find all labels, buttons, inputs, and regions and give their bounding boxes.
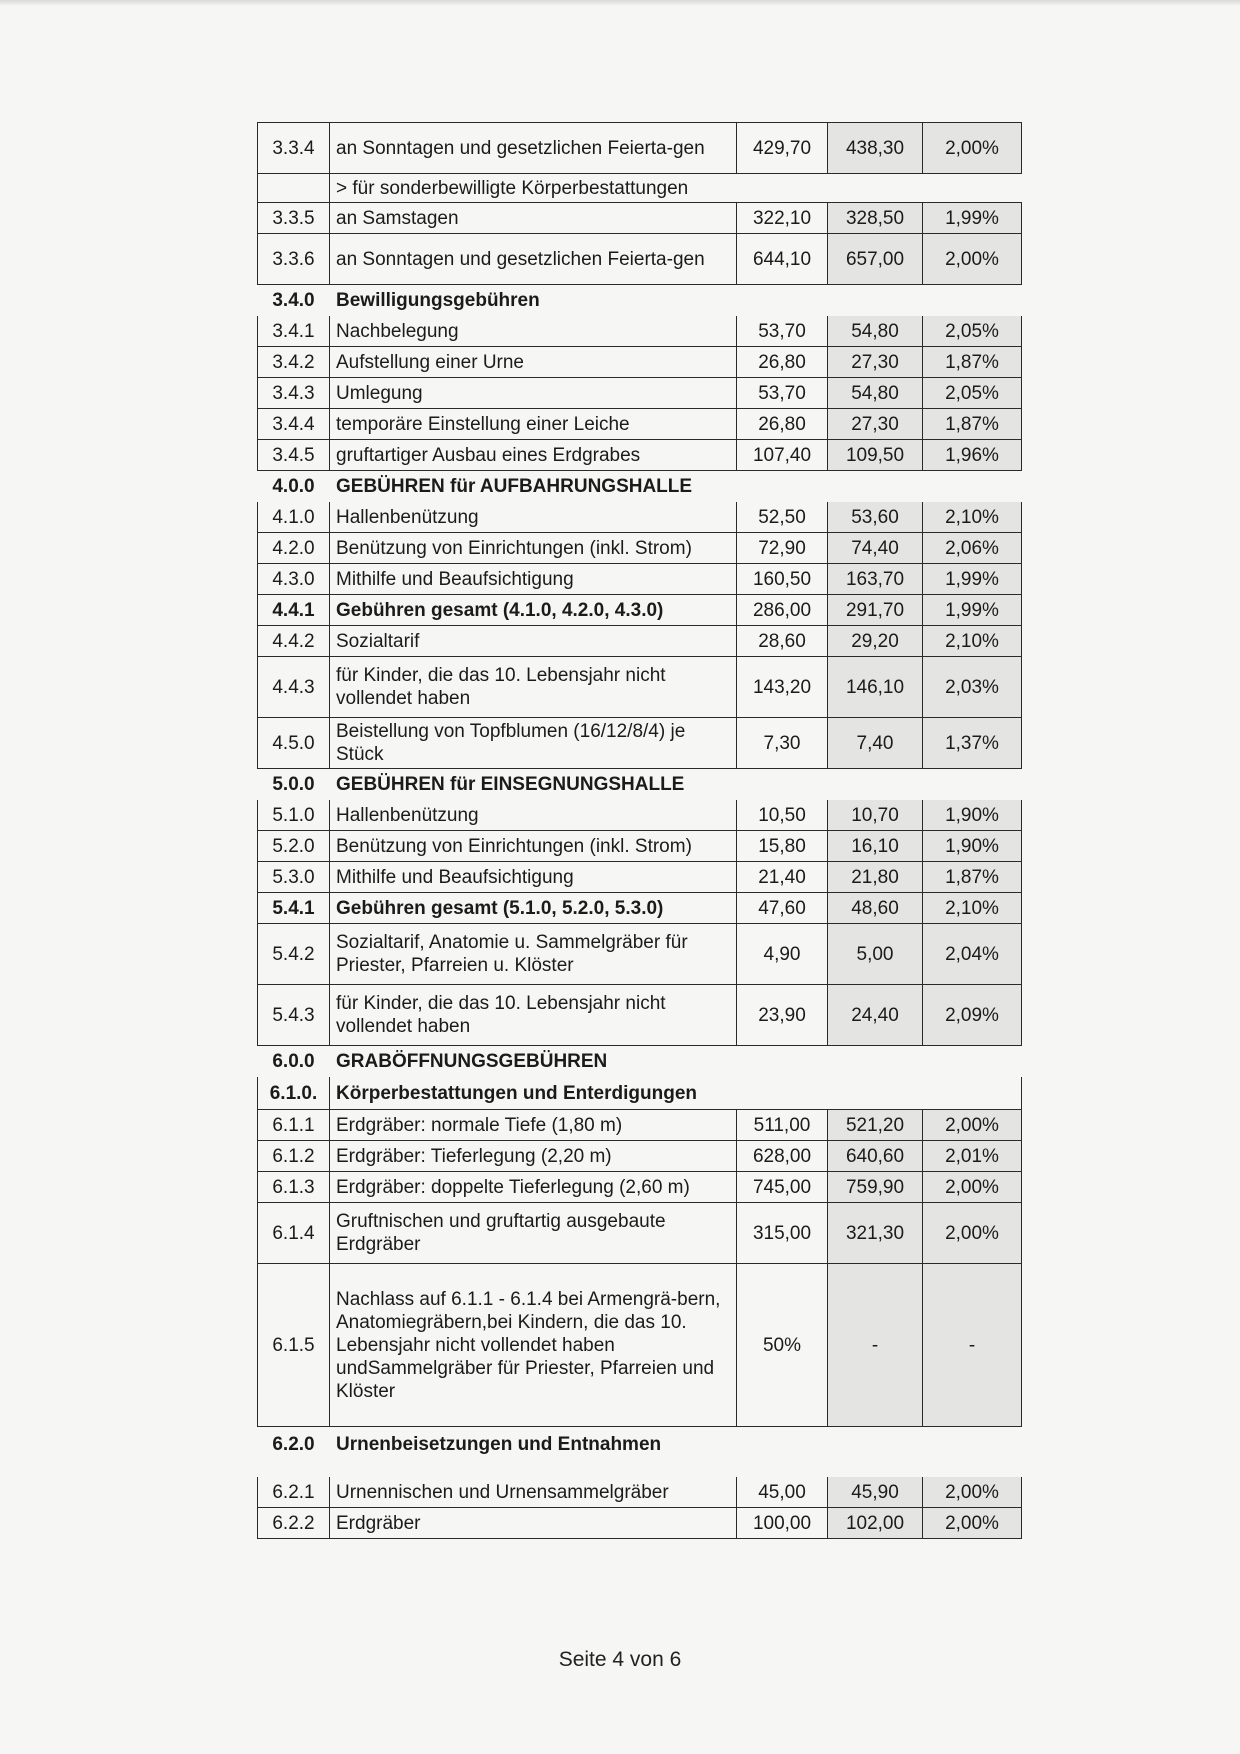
item-description: Hallenbenützung	[330, 800, 737, 831]
item-code: 5.3.0	[258, 862, 330, 893]
table-row	[258, 985, 1022, 1046]
old-fee: 107,40	[737, 440, 828, 471]
old-fee: 45,00	[737, 1477, 828, 1508]
spacer	[258, 1462, 1022, 1477]
item-code: 6.2.2	[258, 1508, 330, 1539]
table-row	[258, 626, 1022, 657]
new-fee: 146,10	[828, 657, 923, 718]
change-percent: 1,96%	[923, 440, 1022, 471]
change-percent: 1,99%	[923, 564, 1022, 595]
item-code	[258, 174, 330, 203]
old-fee: 26,80	[737, 347, 828, 378]
item-description: Erdgräber: Tieferlegung (2,20 m)	[330, 1141, 737, 1172]
item-description: gruftartiger Ausbau eines Erdgrabes	[330, 440, 737, 471]
item-description: Gebühren gesamt (4.1.0, 4.2.0, 4.3.0)	[330, 595, 737, 626]
item-description: Hallenbenützung	[330, 502, 737, 533]
old-fee: 628,00	[737, 1141, 828, 1172]
old-fee: 47,60	[737, 893, 828, 924]
change-percent: 2,00%	[923, 1203, 1022, 1264]
section-title: GEBÜHREN für AUFBAHRUNGSHALLE	[336, 475, 693, 497]
item-code: 5.1.0	[258, 800, 330, 831]
change-percent: 2,09%	[923, 985, 1022, 1046]
new-fee: 291,70	[828, 595, 923, 626]
item-description: für Kinder, die das 10. Lebensjahr nicht vollendet haben	[330, 985, 737, 1046]
section-heading-row	[258, 285, 1022, 316]
item-description: Umlegung	[330, 378, 737, 409]
item-code: 3.4.2	[258, 347, 330, 378]
item-description: Erdgräber: doppelte Tieferlegung (2,60 m)	[330, 1172, 737, 1203]
item-description: Benützung von Einrichtungen (inkl. Strom)	[330, 831, 737, 862]
new-fee: 657,00	[828, 234, 923, 285]
item-description: für Kinder, die das 10. Lebensjahr nicht vollendet haben	[330, 657, 737, 718]
new-fee: 54,80	[828, 316, 923, 347]
section-heading-row	[258, 1046, 1022, 1077]
table-row-total	[258, 595, 1022, 626]
item-description: Gruftnischen und gruftartig ausgebaute Erdgräber	[330, 1203, 737, 1264]
new-fee: 163,70	[828, 564, 923, 595]
table-row	[258, 440, 1022, 471]
subsection-heading-row	[258, 1077, 1022, 1110]
new-fee: 45,90	[828, 1477, 923, 1508]
section-title: GEBÜHREN für EINSEGNUNGSHALLE	[336, 773, 685, 795]
item-description: temporäre Einstellung einer Leiche	[330, 409, 737, 440]
change-percent: 2,00%	[923, 234, 1022, 285]
old-fee: 286,00	[737, 595, 828, 626]
item-code: 5.4.2	[258, 924, 330, 985]
table-row	[258, 409, 1022, 440]
table-row	[258, 502, 1022, 533]
new-fee: 102,00	[828, 1508, 923, 1539]
new-fee: 109,50	[828, 440, 923, 471]
item-description: Erdgräber	[330, 1508, 737, 1539]
section-code: 4.0.0	[272, 475, 315, 497]
item-description: Nachbelegung	[330, 316, 737, 347]
item-code: 6.1.5	[258, 1264, 330, 1427]
table-row	[258, 831, 1022, 862]
table-row	[258, 1477, 1022, 1508]
change-percent: 2,10%	[923, 502, 1022, 533]
old-fee: 7,30	[737, 718, 828, 769]
table-row	[258, 1203, 1022, 1264]
new-fee: 48,60	[828, 893, 923, 924]
table-row	[258, 123, 1022, 174]
new-fee: 759,90	[828, 1172, 923, 1203]
old-fee: 143,20	[737, 657, 828, 718]
table-row-total	[258, 893, 1022, 924]
new-fee: 74,40	[828, 533, 923, 564]
change-percent: 1,99%	[923, 203, 1022, 234]
new-fee: 521,20	[828, 1110, 923, 1141]
scan-top-edge	[0, 0, 1240, 6]
table-row	[258, 203, 1022, 234]
old-fee: 644,10	[737, 234, 828, 285]
item-code: 3.4.4	[258, 409, 330, 440]
change-percent: 1,87%	[923, 347, 1022, 378]
section-heading-row	[258, 471, 1022, 502]
change-percent: 2,06%	[923, 533, 1022, 564]
subsection-code: 6.1.0.	[258, 1077, 330, 1110]
section-code: 6.2.0	[272, 1433, 315, 1455]
new-fee: 328,50	[828, 203, 923, 234]
change-percent: 2,05%	[923, 378, 1022, 409]
table-row	[258, 1110, 1022, 1141]
change-percent: 2,05%	[923, 316, 1022, 347]
new-fee: 438,30	[828, 123, 923, 174]
new-fee: 16,10	[828, 831, 923, 862]
change-percent: 2,01%	[923, 1141, 1022, 1172]
change-percent: -	[923, 1264, 1022, 1427]
table-row	[258, 316, 1022, 347]
table-row	[258, 1172, 1022, 1203]
table-row	[258, 1508, 1022, 1539]
table-row	[258, 564, 1022, 595]
item-description: Nachlass auf 6.1.1 - 6.1.4 bei Armengrä-bern, Anatomiegräbern,bei Kindern, die das 10. Lebensjahr nicht vollendet haben undSammelgräber für Priester, Pfarreien und Klöster	[330, 1264, 737, 1427]
table-row	[258, 1264, 1022, 1427]
item-code: 3.4.5	[258, 440, 330, 471]
old-fee: 10,50	[737, 800, 828, 831]
new-fee: 21,80	[828, 862, 923, 893]
old-fee: 322,10	[737, 203, 828, 234]
table-row	[258, 533, 1022, 564]
section-code: 5.0.0	[272, 773, 315, 795]
change-percent: 1,37%	[923, 718, 1022, 769]
item-code: 6.1.4	[258, 1203, 330, 1264]
page-number: Seite 4 von 6	[558, 1648, 682, 1671]
old-fee: 745,00	[737, 1172, 828, 1203]
new-fee: 640,60	[828, 1141, 923, 1172]
old-fee: 511,00	[737, 1110, 828, 1141]
old-fee: 160,50	[737, 564, 828, 595]
item-code: 4.4.1	[258, 595, 330, 626]
change-percent: 2,10%	[923, 893, 1022, 924]
item-code: 4.1.0	[258, 502, 330, 533]
change-percent: 2,00%	[923, 1110, 1022, 1141]
table-row	[258, 378, 1022, 409]
change-percent: 2,00%	[923, 1172, 1022, 1203]
section-heading-row	[258, 1427, 1022, 1462]
new-fee: 10,70	[828, 800, 923, 831]
old-fee: 53,70	[737, 378, 828, 409]
change-percent: 2,00%	[923, 1477, 1022, 1508]
item-description: Gebühren gesamt (5.1.0, 5.2.0, 5.3.0)	[330, 893, 737, 924]
item-description: Beistellung von Topfblumen (16/12/8/4) je Stück	[330, 718, 737, 769]
fee-table	[257, 122, 1022, 1539]
old-fee: 315,00	[737, 1203, 828, 1264]
item-description: Mithilfe und Beaufsichtigung	[330, 564, 737, 595]
item-code: 4.3.0	[258, 564, 330, 595]
item-description: Benützung von Einrichtungen (inkl. Strom)	[330, 533, 737, 564]
table-row	[258, 234, 1022, 285]
item-code: 6.1.3	[258, 1172, 330, 1203]
old-fee: 21,40	[737, 862, 828, 893]
item-code: 3.3.5	[258, 203, 330, 234]
section-code: 3.4.0	[272, 289, 315, 311]
change-percent: 2,00%	[923, 1508, 1022, 1539]
change-percent: 2,04%	[923, 924, 1022, 985]
item-code: 6.1.1	[258, 1110, 330, 1141]
new-fee: 54,80	[828, 378, 923, 409]
change-percent: 1,87%	[923, 862, 1022, 893]
section-code: 6.0.0	[272, 1050, 315, 1072]
old-fee: 26,80	[737, 409, 828, 440]
item-description: Urnennischen und Urnensammelgräber	[330, 1477, 737, 1508]
change-percent: 1,99%	[923, 595, 1022, 626]
item-code: 4.2.0	[258, 533, 330, 564]
table-row	[258, 800, 1022, 831]
item-code: 6.1.2	[258, 1141, 330, 1172]
old-fee: 15,80	[737, 831, 828, 862]
section-title: Bewilligungsgebühren	[336, 289, 540, 311]
new-fee: 7,40	[828, 718, 923, 769]
new-fee: 24,40	[828, 985, 923, 1046]
item-description: Sozialtarif, Anatomie u. Sammelgräber für Priester, Pfarreien u. Klöster	[330, 924, 737, 985]
section-title: GRABÖFFNUNGSGEBÜHREN	[336, 1050, 608, 1072]
table-row	[258, 862, 1022, 893]
old-fee: 429,70	[737, 123, 828, 174]
item-code: 6.2.1	[258, 1477, 330, 1508]
change-percent: 2,10%	[923, 626, 1022, 657]
new-fee: 29,20	[828, 626, 923, 657]
section-heading-row	[258, 769, 1022, 800]
change-percent: 1,90%	[923, 831, 1022, 862]
table-row	[258, 657, 1022, 718]
section-note: > für sonderbewilligte Körperbestattungen	[330, 174, 1022, 203]
item-code: 4.5.0	[258, 718, 330, 769]
item-description: an Sonntagen und gesetzlichen Feierta-gen	[330, 123, 737, 174]
item-code: 5.2.0	[258, 831, 330, 862]
old-fee: 4,90	[737, 924, 828, 985]
old-fee: 23,90	[737, 985, 828, 1046]
old-fee: 53,70	[737, 316, 828, 347]
item-code: 4.4.3	[258, 657, 330, 718]
item-description: Aufstellung einer Urne	[330, 347, 737, 378]
item-description: Sozialtarif	[330, 626, 737, 657]
item-code: 5.4.3	[258, 985, 330, 1046]
change-percent: 2,00%	[923, 123, 1022, 174]
table-row	[258, 718, 1022, 769]
old-fee: 50%	[737, 1264, 828, 1427]
item-code: 4.4.2	[258, 626, 330, 657]
item-description: Mithilfe und Beaufsichtigung	[330, 862, 737, 893]
item-code: 3.4.3	[258, 378, 330, 409]
old-fee: 100,00	[737, 1508, 828, 1539]
item-description: an Sonntagen und gesetzlichen Feierta-gen	[330, 234, 737, 285]
item-code: 3.4.1	[258, 316, 330, 347]
item-description: an Samstagen	[330, 203, 737, 234]
new-fee: 53,60	[828, 502, 923, 533]
new-fee: -	[828, 1264, 923, 1427]
table-row	[258, 924, 1022, 985]
new-fee: 5,00	[828, 924, 923, 985]
change-percent: 1,90%	[923, 800, 1022, 831]
spacer-row	[258, 1462, 1022, 1477]
table-row	[258, 1141, 1022, 1172]
new-fee: 321,30	[828, 1203, 923, 1264]
subsection-title: Körperbestattungen und Enterdigungen	[330, 1077, 1022, 1110]
old-fee: 52,50	[737, 502, 828, 533]
table-row	[258, 347, 1022, 378]
old-fee: 28,60	[737, 626, 828, 657]
new-fee: 27,30	[828, 347, 923, 378]
item-code: 5.4.1	[258, 893, 330, 924]
new-fee: 27,30	[828, 409, 923, 440]
item-code: 3.3.6	[258, 234, 330, 285]
item-description: Erdgräber: normale Tiefe (1,80 m)	[330, 1110, 737, 1141]
change-percent: 1,87%	[923, 409, 1022, 440]
change-percent: 2,03%	[923, 657, 1022, 718]
old-fee: 72,90	[737, 533, 828, 564]
table-row	[258, 174, 1022, 203]
item-code: 3.3.4	[258, 123, 330, 174]
section-title: Urnenbeisetzungen und Entnahmen	[336, 1433, 662, 1455]
